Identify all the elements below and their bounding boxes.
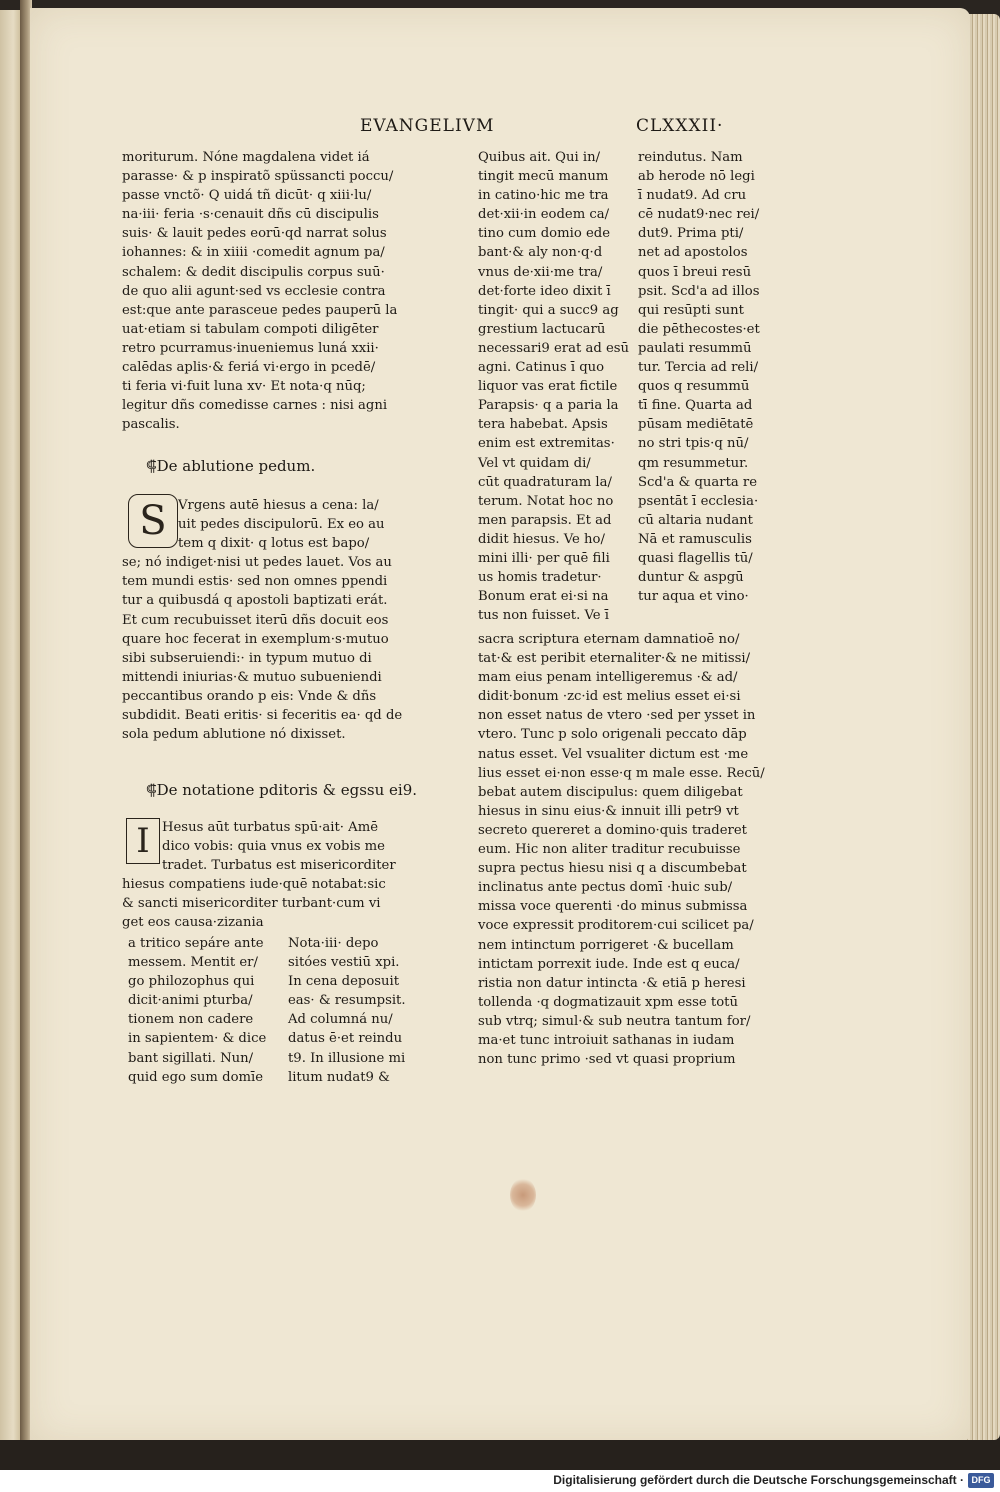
text-line: peccantibus orando p eis: Vnde & dñs xyxy=(122,688,377,704)
text-line: enim est extremitas· xyxy=(478,436,615,452)
text-line: sacra scriptura eternam damnatioē no/ xyxy=(478,632,740,647)
text-line: Scd'a & quarta re xyxy=(638,474,758,490)
running-head-title: EVANGELIVM xyxy=(360,116,495,136)
text-line: dicit·animi pturba/ xyxy=(128,993,253,1009)
text-line: missa voce querenti ·do minus submissa xyxy=(478,899,748,915)
previous-page-edge xyxy=(0,10,22,1440)
text-line: uit pedes discipulorū. Ex eo au xyxy=(178,517,385,533)
text-line: moriturum. Nóne magdalena videt iá xyxy=(122,150,370,165)
text-line: bant·& aly non·q·d xyxy=(478,245,603,261)
text-line: Ad columná nu/ xyxy=(288,1012,393,1028)
page-edges xyxy=(965,14,1000,1440)
text-line: inclinatus ante pectus domī ·huic sub/ xyxy=(478,880,733,896)
text-line: schalem: & dedit discipulis corpus suū· xyxy=(122,264,385,280)
text-line: dico vobis: quia vnus ex vobis me xyxy=(162,839,385,855)
text-line: psentāt ī ecclesia· xyxy=(638,493,759,509)
text-line: psit. Scd'a ad illos xyxy=(638,283,760,299)
text-line: retro pcurramus·inueniemus luná xxii· xyxy=(122,340,379,356)
text-line: tus non fuisset. Ve ī xyxy=(478,608,610,624)
text-line: hiesus compatiens iude·quē notabat:sic xyxy=(122,877,386,893)
initial-s-decorated: S xyxy=(128,494,178,548)
text-line: messem. Mentit er/ xyxy=(128,955,258,971)
text-line: det·forte ideo dixit ī xyxy=(478,283,611,299)
text-line: cē nudat9·nec rei/ xyxy=(638,207,760,223)
text-line: mam eius penam intelligeremus ·& ad/ xyxy=(478,670,738,686)
text-line: suis· & lauit pedes eorū·qd narrat solus xyxy=(122,226,387,242)
text-line: non tunc primo ·sed vt quasi proprium xyxy=(478,1052,736,1068)
text-line: quid ego sum domīe xyxy=(128,1069,264,1085)
text-line: in sapientem· & dice xyxy=(128,1031,267,1047)
folio-number: CLXXXII· xyxy=(636,116,724,136)
text-line: no stri tpis·q nū/ xyxy=(638,436,749,452)
text-line: bant sigillati. Nun/ xyxy=(128,1050,254,1066)
text-line: non esset natus de vtero ·sed per ysset in xyxy=(478,708,756,724)
text-line: det·xii·in eodem ca/ xyxy=(478,207,610,223)
text-line: liquor vas erat fictile xyxy=(478,379,618,395)
initial-i-decorated: I xyxy=(126,818,160,864)
text-line: eas· & resumpsit. xyxy=(288,993,406,1009)
text-line: tionem non cadere xyxy=(128,1012,254,1028)
text-line: sub vtrq; simul·& sub neutra tantum for/ xyxy=(478,1013,751,1029)
text-line: t9. In illusione mi xyxy=(288,1050,406,1066)
text-line: tingit mecū manum xyxy=(478,169,609,185)
text-line: tingit· qui a succ9 ag xyxy=(478,302,619,318)
text-line: est:que ante parasceue pedes pauperū la xyxy=(122,302,398,318)
text-line: datus ē·et reindu xyxy=(288,1031,403,1047)
footer-bar xyxy=(0,1470,1000,1492)
text-line: reindutus. Nam xyxy=(638,150,743,165)
text-line: intictam porrexit iude. Inde est q euca/ xyxy=(478,956,740,972)
text-line: a tritico sepáre ante xyxy=(128,936,264,951)
text-line: nem intinctum porrigeret ·& bucellam xyxy=(478,937,734,953)
section-heading-betrayer: ⸿De notatione pditoris & egssu ei9. xyxy=(146,781,418,799)
left-column-top xyxy=(122,148,397,434)
text-line: go philozophus qui xyxy=(128,974,255,990)
text-line: sola pedum ablutione nó dixisset. xyxy=(122,727,346,743)
text-line: uat·etiam si tabulam compoti diligēter xyxy=(122,321,379,337)
text-line: Bonum erat ei·si na xyxy=(478,589,609,605)
left-column-middle xyxy=(122,496,402,744)
text-line: natus esset. Vel vsualiter dictum est ·me xyxy=(478,746,749,762)
text-line: tat·& est peribit eternaliter·& ne mitissi/ xyxy=(478,651,751,667)
text-line: na·iii· feria ·s·cenauit dñs cū discipulis xyxy=(122,207,379,223)
text-line: mittendi iniurias·& mutuo subueniendi xyxy=(122,669,382,685)
text-line: men parapsis. Et ad xyxy=(478,512,612,528)
text-line: tem q dixit· q lotus est bapo/ xyxy=(178,536,370,552)
section-heading-ablution: ⸿De ablutione pedum. xyxy=(146,457,316,475)
heading-ablution-text: De ablutione pedum. xyxy=(156,457,316,475)
text-line: sitóes vestiū xpi. xyxy=(288,955,400,971)
text-line: pūsam mediētatē xyxy=(638,417,754,433)
left-subcolumn-a xyxy=(128,934,266,1087)
text-line: sibi subseruiendi:· in typum mutuo di xyxy=(122,650,372,666)
text-line: in catino·hic me tra xyxy=(478,188,609,204)
text-line: Parapsis· q a paria la xyxy=(478,398,619,414)
text-line: net ad apostolos xyxy=(638,245,748,261)
text-line: die pēthecostes·et xyxy=(638,321,760,337)
text-line: tur. Tercia ad reli/ xyxy=(638,360,759,376)
text-line: & sancti misericorditer turbant·cum vi xyxy=(122,896,381,912)
dfg-logo-icon: DFG xyxy=(968,1473,994,1488)
text-line: get eos causa·zizania xyxy=(122,915,264,931)
text-line: quasi flagellis tū/ xyxy=(638,550,753,566)
text-line: In cena deposuit xyxy=(288,974,400,990)
text-line: se; nó indiget·nisi ut pedes lauet. Vos au xyxy=(122,555,392,571)
text-line: Vrgens autē hiesus a cena: la/ xyxy=(178,498,379,513)
text-line: vtero. Tunc p solo origenali peccato dāp xyxy=(478,727,747,743)
text-line: terum. Notat hoc no xyxy=(478,493,614,509)
text-line: cū altaria nudant xyxy=(638,512,753,528)
text-line: dut9. Prima pti/ xyxy=(638,226,744,242)
text-line: Vel vt quidam di/ xyxy=(478,455,591,471)
text-line: de quo alii agunt·sed vs ecclesie contra xyxy=(122,283,386,299)
text-line: hiesus in sinu eius·& innuit illi petr9 vt xyxy=(478,803,739,819)
text-line: tur a quibusdá q apostoli baptizati erát. xyxy=(122,593,388,609)
left-column-lower xyxy=(122,818,396,933)
text-line: pascalis. xyxy=(122,417,180,433)
text-line: necessari9 erat ad esū xyxy=(478,340,630,356)
text-line: Hesus aūt turbatus spū·ait· Amē xyxy=(162,820,379,835)
text-line: secreto quereret a domino·quis traderet xyxy=(478,822,747,838)
text-line: quos q resummū xyxy=(638,379,750,395)
text-line: Quibus ait. Qui in/ xyxy=(478,150,601,165)
right-wide-column xyxy=(478,630,765,1069)
text-line: qui resūpti sunt xyxy=(638,302,744,318)
text-line: legitur dñs comedisse carnes : nisi agni xyxy=(122,398,388,414)
text-line: agni. Catinus ī quo xyxy=(478,360,605,376)
text-line: bebat autem discipulus: quem diligebat xyxy=(478,784,743,800)
text-line: tī fine. Quarta ad xyxy=(638,398,753,414)
text-line: cūt quadraturam la/ xyxy=(478,474,612,490)
text-line: didit·bonum ·zc·id est melius esset ei·si xyxy=(478,689,741,705)
text-line: vnus de·xii·me tra/ xyxy=(478,264,603,280)
text-line: passe vnctõ· Q uidá tñ dicūt· q xiii·lu/ xyxy=(122,188,372,204)
text-line: voce expressit proditorem·cui scilicet pa/ xyxy=(478,918,754,934)
text-line: qm resummetur. xyxy=(638,455,749,471)
scan-bottom-background xyxy=(0,1440,1000,1470)
text-line: tollenda ·q dogmatizauit xpm esse totū xyxy=(478,994,738,1010)
text-line: ti feria vi·fuit luna xv· Et nota·q nūq; xyxy=(122,379,366,395)
text-line: tera habebat. Apsis xyxy=(478,417,608,433)
text-line: ī nudat9. Ad cru xyxy=(638,188,747,204)
text-line: parasse· & p inspiratõ spüssancti poccu/ xyxy=(122,169,394,185)
text-line: Et cum recubuisset iterū dñs docuit eos xyxy=(122,612,389,628)
text-line: quare hoc fecerat in exemplum·s·mutuo xyxy=(122,631,389,647)
text-line: ab herode nō legi xyxy=(638,169,755,185)
text-line: subdidit. Beati eritis· si feceritis ea· qd de xyxy=(122,708,403,724)
paper-stain xyxy=(510,1178,536,1212)
text-line: grestium lactucarū xyxy=(478,321,606,337)
text-line: lius esset ei·non esse·q m male esse. Recū/ xyxy=(478,765,765,781)
text-line: mini illi· per quē fili xyxy=(478,550,610,566)
text-line: eum. Hic non aliter traditur recubuisse xyxy=(478,842,741,858)
text-line: Nota·iii· depo xyxy=(288,936,379,951)
middle-column xyxy=(478,148,629,625)
text-line: supra pectus hiesu nisi q a discumbebat xyxy=(478,861,747,877)
heading-betrayer-text: De notatione pditoris & egssu ei9. xyxy=(156,781,418,799)
text-line: ma·et tunc introiuit sathanas in iudam xyxy=(478,1032,735,1048)
text-line: paulati resummū xyxy=(638,340,752,356)
left-subcolumn-b xyxy=(288,934,406,1087)
text-line: us homis tradetur· xyxy=(478,570,602,586)
text-line: quos ī breui resū xyxy=(638,264,752,280)
text-line: ristia non datur intincta ·& etiā p heresi xyxy=(478,975,746,991)
text-line: tur aqua et vino· xyxy=(638,589,749,605)
text-line: iohannes: & in xiiii ·comedit agnum pa/ xyxy=(122,245,385,261)
text-line: Nā et ramusculis xyxy=(638,531,752,547)
text-line: tradet. Turbatus est misericorditer xyxy=(162,858,396,874)
text-line: tem mundi estis· sed non omnes ppendi xyxy=(122,574,388,590)
right-column xyxy=(638,148,760,606)
text-line: duntur & aspgū xyxy=(638,570,744,586)
footer-credit: Digitalisierung gefördert durch die Deutsche Forschungsgemeinschaft · xyxy=(553,1473,964,1487)
text-line: litum nudat9 & xyxy=(288,1069,390,1085)
text-line: calēdas aplis·& feriá vi·ergo in pcedē/ xyxy=(122,360,376,376)
text-line: tino cum domio ede xyxy=(478,226,611,242)
text-line: didit hiesus. Ve ho/ xyxy=(478,531,605,547)
